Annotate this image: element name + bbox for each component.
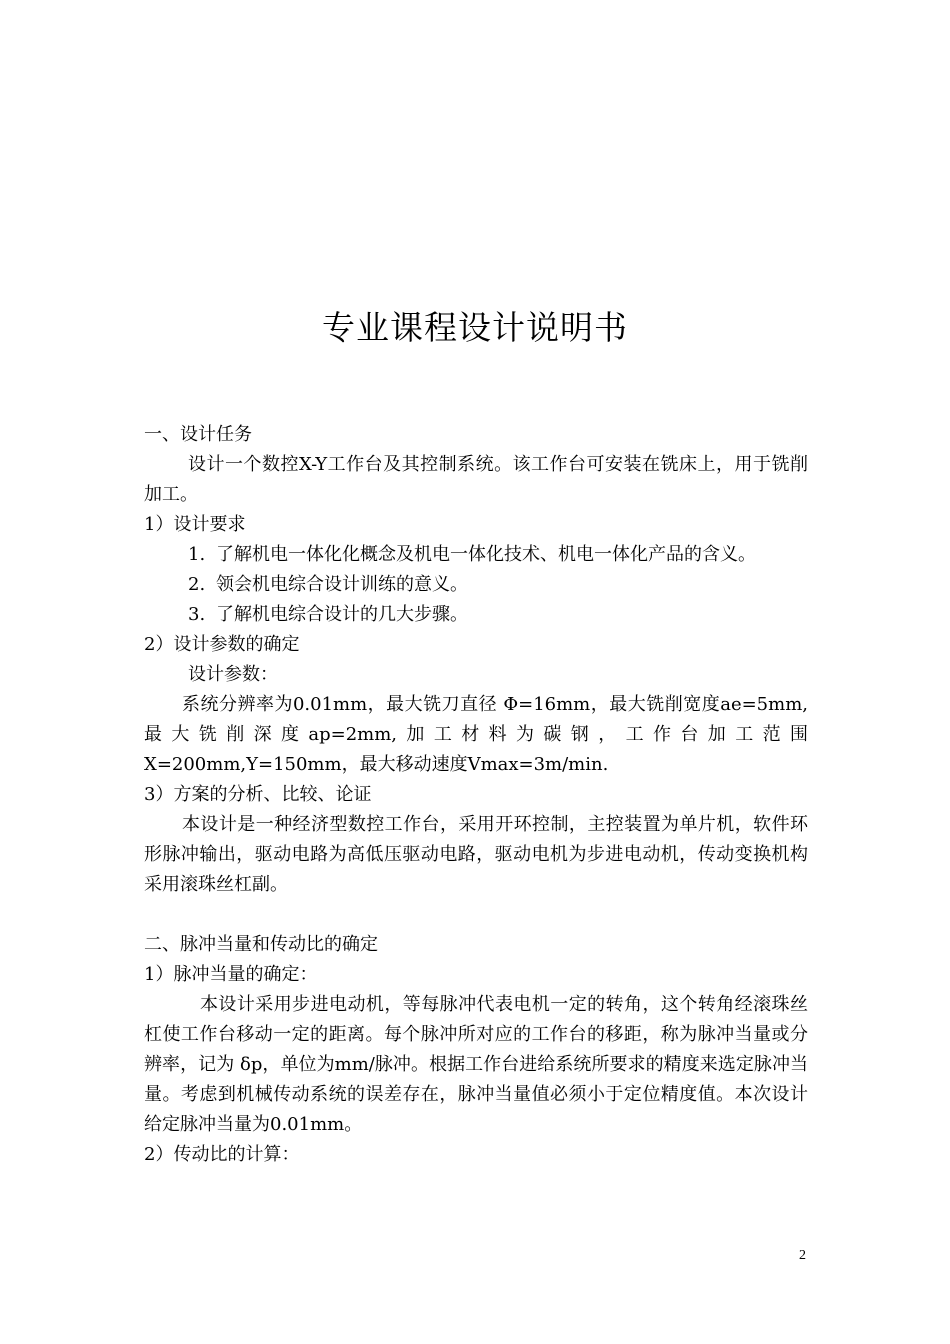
list-item — [144, 540, 808, 570]
list-item-text: 了解机电一体化化概念及机电一体化技术、机电一体化产品的含义。 — [216, 544, 756, 565]
design-task-paragraph: 设计一个数控X-Y工作台及其控制系统。该工作台可安装在铣床上，用于铣削加工。 — [144, 454, 808, 505]
page-number: 2 — [799, 1248, 806, 1263]
section-heading-design-task: 一、设计任务 — [144, 424, 252, 445]
list-item-number: 1. — [188, 544, 206, 565]
list-item — [144, 600, 808, 630]
section-heading-pulse-equivalent: 二、脉冲当量和传动比的确定 — [144, 934, 378, 955]
document-title: 专业课程设计说明书 — [322, 308, 628, 347]
list-item-text: 了解机电综合设计的几大步骤。 — [216, 604, 468, 625]
list-item-text: 领会机电综合设计训练的意义。 — [216, 574, 468, 595]
scheme-analysis-paragraph: 本设计是一种经济型数控工作台，采用开环控制，主控装置为单片机，软件环形脉冲输出，驱动电路为高低压驱动电路，驱动电机为步进电动机，传动变换机构采用滚珠丝杠副。 — [144, 814, 808, 895]
design-parameters-label: 设计参数： — [188, 664, 278, 685]
list-item — [144, 570, 808, 600]
subheading-design-requirements: 1）设计要求 — [144, 514, 246, 535]
design-parameters-paragraph: 系统分辨率为0.01mm，最大铣刀直径 Φ=16mm，最大铣削宽度ae=5mm,最大铣削深度ap=2mm,加工材料为碳钢，工作台加工范围X=200mm,Y=150mm，最大移动速度Vmax=3m/min. — [144, 694, 808, 775]
list-item-number: 3. — [188, 604, 206, 625]
subheading-scheme-analysis: 3）方案的分析、比较、论证 — [144, 784, 372, 805]
subheading-design-parameters: 2）设计参数的确定 — [144, 634, 300, 655]
pulse-equivalent-paragraph: 本设计采用步进电动机，等每脉冲代表电机一定的转角，这个转角经滚珠丝杠使工作台移动一定的距离。每个脉冲所对应的工作台的移距，称为脉冲当量或分辨率，记为 δp，单位为mm/脉冲。根据工作台进给系统所要求的精度来选定脉冲当量。考虑到机械传动系统的误差存在，脉冲当量值必须小于定位精度值。本次设计给定脉冲当量为0.01mm。 — [144, 994, 808, 1135]
subheading-pulse-equivalent: 1）脉冲当量的确定： — [144, 964, 318, 985]
list-item-number: 2. — [188, 574, 206, 595]
document-body — [144, 420, 808, 1170]
subheading-transmission-ratio: 2）传动比的计算： — [144, 1144, 300, 1165]
section-spacer — [144, 900, 808, 930]
